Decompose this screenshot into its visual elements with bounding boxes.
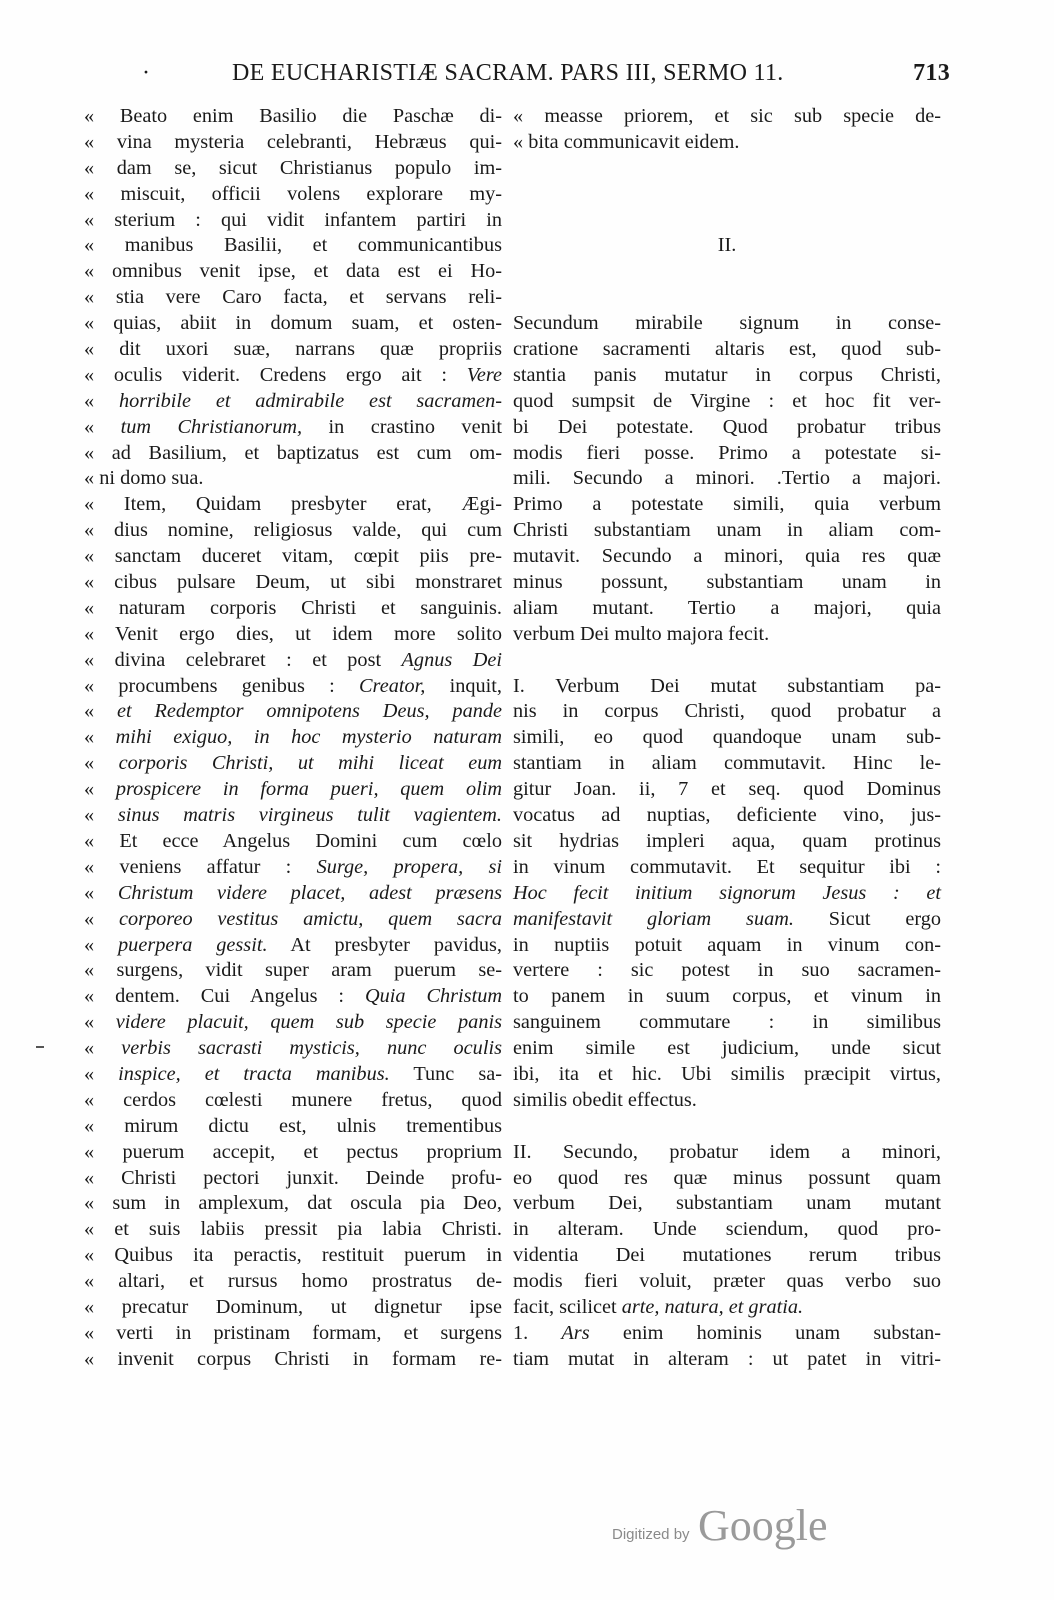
text-segment: nis in corpus Christi, quod probatur a bbox=[513, 700, 941, 723]
digitized-watermark bbox=[612, 1500, 852, 1560]
text-line bbox=[84, 1217, 502, 1243]
text-line bbox=[84, 1114, 502, 1140]
text-line bbox=[84, 622, 502, 648]
text-segment: dius nomine, religiosus valde, qui cum bbox=[114, 519, 502, 542]
text-segment: « bbox=[84, 415, 121, 438]
text-line bbox=[84, 492, 502, 518]
text-segment: bita communicavit eidem. bbox=[528, 130, 740, 153]
text-segment: « bbox=[84, 363, 114, 386]
text-line bbox=[513, 777, 941, 803]
right-column bbox=[513, 104, 941, 1373]
text-segment: Quibus ita peractis, restituit puerum in bbox=[114, 1244, 502, 1267]
italic-segment: Ars bbox=[561, 1321, 590, 1344]
text-segment: « bbox=[84, 1270, 119, 1293]
text-line bbox=[84, 881, 502, 907]
text-line bbox=[513, 958, 941, 984]
text-line bbox=[84, 1347, 502, 1373]
text-segment: measse priorem, et sic sub specie de- bbox=[544, 105, 942, 127]
text-line bbox=[513, 855, 941, 881]
text-segment: « bbox=[84, 933, 119, 956]
text-line bbox=[84, 466, 502, 492]
text-segment: « bbox=[84, 1011, 116, 1034]
text-line bbox=[513, 441, 941, 467]
left-column bbox=[84, 104, 502, 1373]
text-line bbox=[84, 958, 502, 984]
text-segment: II. Secundo, probatur idem a minori, bbox=[513, 1140, 941, 1163]
text-line bbox=[513, 337, 941, 363]
text-segment: « bbox=[84, 130, 117, 153]
text-line bbox=[513, 881, 941, 907]
text-segment: « bbox=[84, 1244, 115, 1267]
text-segment: sum in amplexum, dat oscula pia Deo, bbox=[112, 1192, 502, 1215]
text-line bbox=[513, 1217, 941, 1243]
text-segment: eo quod res quæ minus possunt quam bbox=[513, 1166, 941, 1189]
text-segment: Secundum mirabile signum in conse- bbox=[513, 312, 941, 335]
text-segment: 1. bbox=[513, 1321, 562, 1344]
text-segment: altari, et rursus homo prostratus de- bbox=[118, 1270, 502, 1293]
text-segment: sanctam duceret vitam, cœpit piis pre- bbox=[114, 545, 502, 568]
text-segment: et suis labiis pressit pia labia Christi. bbox=[114, 1218, 502, 1241]
text-segment: « bbox=[84, 571, 115, 594]
text-segment: dentem. Cui Angelus : bbox=[115, 985, 365, 1008]
text-line bbox=[84, 389, 502, 415]
text-segment: sanguinem commutare : in similibus bbox=[513, 1011, 941, 1034]
text-segment: Primo a potestate simili, quia verbum bbox=[513, 493, 941, 516]
text-segment: « bbox=[84, 286, 116, 309]
text-segment: « bbox=[84, 338, 120, 361]
text-line bbox=[84, 984, 502, 1010]
text-line bbox=[84, 1269, 502, 1295]
text-segment: similis obedit effectus. bbox=[513, 1088, 697, 1111]
italic-segment: verbis sacrasti mysticis, nunc oculis bbox=[121, 1037, 502, 1060]
text-line bbox=[513, 104, 941, 130]
text-segment: manibus Basilii, et communicantibus bbox=[124, 234, 502, 257]
text-line bbox=[513, 1140, 941, 1166]
text-line bbox=[513, 1114, 941, 1140]
text-segment: « bbox=[84, 881, 118, 904]
text-segment: « bbox=[84, 105, 120, 127]
text-segment: « bbox=[84, 700, 118, 723]
italic-segment: tum Christianorum, bbox=[120, 415, 303, 438]
text-line bbox=[513, 156, 941, 182]
text-line bbox=[513, 518, 941, 544]
text-segment: Tunc sa- bbox=[389, 1062, 502, 1085]
text-line bbox=[84, 1140, 502, 1166]
text-segment: « bbox=[84, 1192, 113, 1215]
text-line bbox=[513, 233, 941, 259]
text-segment: « bbox=[84, 778, 116, 801]
text-segment: « bbox=[84, 312, 114, 335]
text-segment: quias, abiit in domum suam, et osten- bbox=[113, 312, 502, 335]
text-segment: sit hydrias impleri aqua, quam protinus bbox=[513, 829, 941, 852]
text-line bbox=[513, 1010, 941, 1036]
text-segment: naturam corporis Christi et sanguinis. bbox=[118, 596, 502, 619]
text-segment: « bbox=[84, 648, 115, 671]
text-segment: in crastino venit bbox=[302, 415, 502, 438]
text-segment: « bbox=[84, 389, 119, 412]
text-segment: « bbox=[84, 208, 115, 231]
text-segment: to panem in suum corpus, et vinum in bbox=[513, 985, 941, 1008]
text-line bbox=[84, 570, 502, 596]
text-segment: « bbox=[84, 1088, 124, 1111]
text-segment: « bbox=[513, 130, 529, 153]
text-segment: At presbyter pavidus, bbox=[267, 933, 502, 956]
text-line bbox=[513, 259, 941, 285]
margin-mark bbox=[36, 1046, 44, 1048]
text-segment: omnibus venit ipse, et data est ei Ho- bbox=[111, 260, 502, 283]
text-line bbox=[513, 1036, 941, 1062]
text-line bbox=[513, 907, 941, 933]
text-line bbox=[513, 829, 941, 855]
text-segment: vocatus ad nuptias, deficiente vino, jus- bbox=[513, 804, 941, 827]
text-line bbox=[84, 907, 502, 933]
text-segment: « bbox=[84, 622, 116, 645]
text-line bbox=[513, 130, 941, 156]
text-line bbox=[84, 259, 502, 285]
text-line bbox=[84, 1088, 502, 1114]
text-line bbox=[84, 648, 502, 674]
text-line bbox=[513, 725, 941, 751]
text-line bbox=[513, 751, 941, 777]
text-segment: oculis viderit. Credens ergo ait : bbox=[113, 363, 467, 386]
text-segment: surgens, vidit super aram puerum se- bbox=[116, 959, 502, 982]
text-segment: bi Dei potestate. Quod probatur tribus bbox=[513, 415, 941, 438]
text-line bbox=[513, 570, 941, 596]
text-segment: ibi, ita et hic. Ubi similis præcipit virtus, bbox=[513, 1062, 941, 1085]
text-line bbox=[513, 208, 941, 234]
text-segment: modis fieri posse. Primo a potestate si- bbox=[513, 441, 941, 464]
text-segment: Sicut ergo bbox=[793, 907, 941, 930]
text-line bbox=[84, 518, 502, 544]
text-segment: « bbox=[84, 441, 112, 464]
text-line bbox=[513, 648, 941, 674]
text-segment: « bbox=[84, 182, 121, 205]
text-line bbox=[84, 751, 502, 777]
text-line bbox=[84, 855, 502, 881]
running-title: DE EUCHARISTIÆ SACRAM. PARS III, SERMO 11. bbox=[232, 60, 784, 86]
text-segment: « bbox=[84, 596, 119, 619]
text-segment: in nuptiis potuit aquam in vinum con- bbox=[513, 933, 941, 956]
text-line bbox=[84, 208, 502, 234]
text-line bbox=[513, 182, 941, 208]
text-line bbox=[84, 104, 502, 130]
text-segment: modis fieri voluit, præter quas verbo suo bbox=[513, 1270, 941, 1293]
text-segment: « bbox=[84, 804, 118, 827]
text-line bbox=[513, 311, 941, 337]
text-segment: divina celebraret : et post bbox=[114, 648, 402, 671]
text-segment: verbum Dei multo majora fecit. bbox=[513, 622, 770, 645]
text-line bbox=[84, 596, 502, 622]
text-segment: enim hominis unam substan- bbox=[589, 1321, 941, 1344]
text-segment: facit, scilicet bbox=[513, 1295, 622, 1318]
text-segment: dit uxori suæ, narrans quæ propriis bbox=[119, 338, 502, 361]
header-dot: · bbox=[142, 60, 151, 86]
text-line bbox=[84, 415, 502, 441]
text-segment: quod sumpsit de Virgine : et hoc fit ver- bbox=[513, 389, 941, 412]
text-line bbox=[84, 777, 502, 803]
text-segment: puerum accepit, et pectus proprium bbox=[122, 1140, 502, 1163]
text-line bbox=[84, 1243, 502, 1269]
text-segment: « bbox=[84, 234, 125, 257]
text-line bbox=[513, 1243, 941, 1269]
text-segment: ad Basilium, et baptizatus est cum om- bbox=[111, 441, 502, 464]
text-segment: Venit ergo dies, ut idem more solito bbox=[115, 622, 502, 645]
italic-segment: videre placuit, quem sub specie panis bbox=[115, 1011, 502, 1034]
text-segment: ni domo sua. bbox=[99, 467, 204, 490]
text-line bbox=[513, 984, 941, 1010]
text-line bbox=[84, 1036, 502, 1062]
text-segment: mutavit. Secundo a minori, quia res quæ bbox=[513, 545, 941, 568]
text-segment: « bbox=[84, 1347, 118, 1370]
italic-segment: et Redemptor omnipotens Deus, pande bbox=[117, 700, 502, 723]
text-segment: I. Verbum Dei mutat substantiam pa- bbox=[513, 674, 941, 697]
text-segment: in alteram. Unde sciendum, quod pro- bbox=[513, 1218, 941, 1241]
running-header bbox=[120, 60, 950, 96]
text-segment: minus possunt, substantiam unam in bbox=[513, 571, 941, 594]
text-line bbox=[84, 337, 502, 363]
section-heading: II. bbox=[717, 234, 737, 257]
text-segment: precatur Dominum, ut dignetur ipse bbox=[121, 1295, 502, 1318]
text-line bbox=[84, 674, 502, 700]
text-line bbox=[513, 1321, 941, 1347]
italic-segment: manifestavit gloriam suam. bbox=[513, 907, 794, 930]
text-segment: vertere : sic potest in suo sacramen- bbox=[513, 959, 941, 982]
text-segment: « bbox=[84, 260, 112, 283]
italic-segment: inspice, et tracta manibus. bbox=[118, 1062, 390, 1085]
text-line bbox=[513, 492, 941, 518]
text-segment: vina mysteria celebranti, Hebræus qui- bbox=[116, 130, 502, 153]
text-line bbox=[513, 1295, 941, 1321]
text-line bbox=[513, 1269, 941, 1295]
text-segment: « bbox=[84, 1114, 125, 1137]
text-line bbox=[513, 933, 941, 959]
text-segment: procumbens genibus : bbox=[118, 674, 360, 697]
text-segment: enim simile est judicium, unde sicut bbox=[513, 1037, 941, 1060]
text-segment: inquit, bbox=[425, 674, 502, 697]
italic-segment: Christum videre placet, adest præsens bbox=[117, 881, 502, 904]
text-segment: « bbox=[84, 674, 119, 697]
italic-segment: Surge, propera, si bbox=[316, 855, 502, 878]
italic-segment: Quia Christum bbox=[364, 985, 502, 1008]
text-segment: « bbox=[84, 467, 100, 490]
text-segment: « bbox=[84, 519, 115, 542]
text-segment: « bbox=[84, 985, 116, 1008]
text-line bbox=[513, 285, 941, 311]
text-segment: « bbox=[84, 1062, 119, 1085]
text-line bbox=[84, 1062, 502, 1088]
text-line bbox=[84, 1321, 502, 1347]
text-line bbox=[84, 311, 502, 337]
text-line bbox=[84, 285, 502, 311]
text-segment: « bbox=[84, 726, 116, 749]
text-segment: mili. Secundo a minori. .Tertio a majori. bbox=[513, 467, 941, 490]
text-segment: « bbox=[84, 1321, 117, 1344]
text-line bbox=[84, 156, 502, 182]
text-segment: cerdos cœlesti munere fretus, quod bbox=[123, 1088, 502, 1111]
text-line bbox=[84, 803, 502, 829]
text-line bbox=[84, 233, 502, 259]
google-logo: Google bbox=[698, 1501, 828, 1550]
text-segment: gitur Joan. ii, 7 et seq. quod Dominus bbox=[513, 778, 941, 801]
text-segment: in vinum commutavit. Et sequitur ibi : bbox=[513, 855, 941, 878]
text-segment: Christi substantiam unam in aliam com- bbox=[513, 519, 941, 542]
text-line bbox=[84, 544, 502, 570]
text-segment: « bbox=[84, 1295, 122, 1318]
text-segment: invenit corpus Christi in formam re- bbox=[117, 1347, 502, 1370]
text-line bbox=[84, 1010, 502, 1036]
text-line bbox=[84, 1191, 502, 1217]
text-segment: Et ecce Angelus Domini cum cœlo bbox=[119, 829, 502, 852]
text-segment: « bbox=[84, 156, 117, 179]
text-line bbox=[84, 699, 502, 725]
italic-segment: prospicere in forma pueri, quem olim bbox=[115, 778, 503, 801]
italic-segment: Vere bbox=[466, 363, 502, 386]
italic-segment: corporis Christi, ut mihi liceat eum bbox=[118, 752, 503, 775]
digitized-by-text: Digitized by bbox=[612, 1526, 690, 1543]
italic-segment: Hoc fecit initium signorum Jesus : et bbox=[513, 881, 941, 904]
text-line bbox=[513, 363, 941, 389]
text-segment: aliam mutant. Tertio a majori, quia bbox=[513, 596, 941, 619]
italic-segment: puerpera gessit. bbox=[118, 933, 268, 956]
text-segment: « bbox=[84, 1218, 115, 1241]
text-segment: « bbox=[84, 545, 115, 568]
text-line bbox=[513, 1062, 941, 1088]
text-segment: sterium : qui vidit infantem partiri in bbox=[114, 208, 502, 231]
text-segment: dam se, sicut Christianus populo im- bbox=[116, 156, 503, 179]
text-line bbox=[84, 725, 502, 751]
text-segment: Christi pectori junxit. Deinde profu- bbox=[121, 1166, 502, 1189]
text-segment: miscuit, officii volens explorare my- bbox=[120, 182, 502, 205]
text-segment: « bbox=[84, 1037, 122, 1060]
text-segment: tiam mutat in alteram : ut patet in vitri- bbox=[513, 1347, 941, 1370]
text-line bbox=[513, 389, 941, 415]
text-line bbox=[84, 829, 502, 855]
text-segment: « bbox=[84, 907, 119, 930]
italic-segment: Creator, bbox=[359, 674, 426, 697]
text-segment: Beato enim Basilio die Paschæ di- bbox=[119, 105, 502, 127]
text-segment: « bbox=[84, 1166, 122, 1189]
text-segment: mirum dictu est, ulnis trementibus bbox=[124, 1114, 502, 1137]
text-segment: « bbox=[84, 752, 119, 775]
text-segment: « Item, Quidam presbyter erat, Ægi- bbox=[84, 493, 502, 516]
text-line bbox=[84, 933, 502, 959]
text-segment: stantiam in aliam commutavit. Hinc le- bbox=[513, 752, 941, 775]
text-line bbox=[84, 130, 502, 156]
text-line bbox=[513, 1088, 941, 1114]
text-segment: « bbox=[84, 855, 120, 878]
text-line bbox=[84, 363, 502, 389]
text-line bbox=[513, 674, 941, 700]
italic-segment: arte, natura, et gratia. bbox=[621, 1295, 804, 1318]
text-segment: simili, eo quod quandoque unam sub- bbox=[513, 726, 941, 749]
text-line bbox=[513, 596, 941, 622]
page-number: 713 bbox=[913, 60, 950, 86]
italic-segment: horribile et admirabile est sacramen- bbox=[118, 389, 502, 412]
text-segment: verbum Dei, substantiam unam mutant bbox=[513, 1192, 941, 1215]
italic-segment: sinus matris virgineus tulit vagientem. bbox=[117, 804, 502, 827]
text-line bbox=[513, 699, 941, 725]
text-segment: « bbox=[84, 1140, 123, 1163]
text-line bbox=[513, 466, 941, 492]
text-segment: veniens affatur : bbox=[119, 855, 317, 878]
text-segment: « bbox=[513, 105, 545, 127]
italic-segment: corporeo vestitus amictu, quem sacra bbox=[118, 907, 503, 930]
text-segment: cratione sacramenti altaris est, quod sub- bbox=[513, 338, 941, 361]
italic-segment: mihi exiguo, in hoc mysterio naturam bbox=[115, 726, 502, 749]
text-line bbox=[84, 1166, 502, 1192]
text-line bbox=[84, 182, 502, 208]
text-line bbox=[513, 1347, 941, 1373]
text-segment: videntia Dei mutationes rerum tribus bbox=[513, 1244, 941, 1267]
text-line bbox=[513, 544, 941, 570]
text-segment: cibus pulsare Deum, ut sibi monstraret bbox=[114, 571, 503, 594]
italic-segment: Agnus Dei bbox=[401, 648, 502, 671]
text-segment: « bbox=[84, 959, 117, 982]
text-segment: « bbox=[84, 829, 120, 852]
text-line bbox=[84, 441, 502, 467]
text-line bbox=[84, 1295, 502, 1321]
text-segment: stantia panis mutatur in corpus Christi, bbox=[513, 363, 941, 386]
text-line bbox=[513, 415, 941, 441]
text-line bbox=[513, 1191, 941, 1217]
text-segment: stia vere Caro facta, et servans reli- bbox=[115, 286, 502, 309]
text-line bbox=[513, 803, 941, 829]
text-line bbox=[513, 622, 941, 648]
text-segment: verti in pristinam formam, et surgens bbox=[116, 1321, 502, 1344]
text-line bbox=[513, 1166, 941, 1192]
